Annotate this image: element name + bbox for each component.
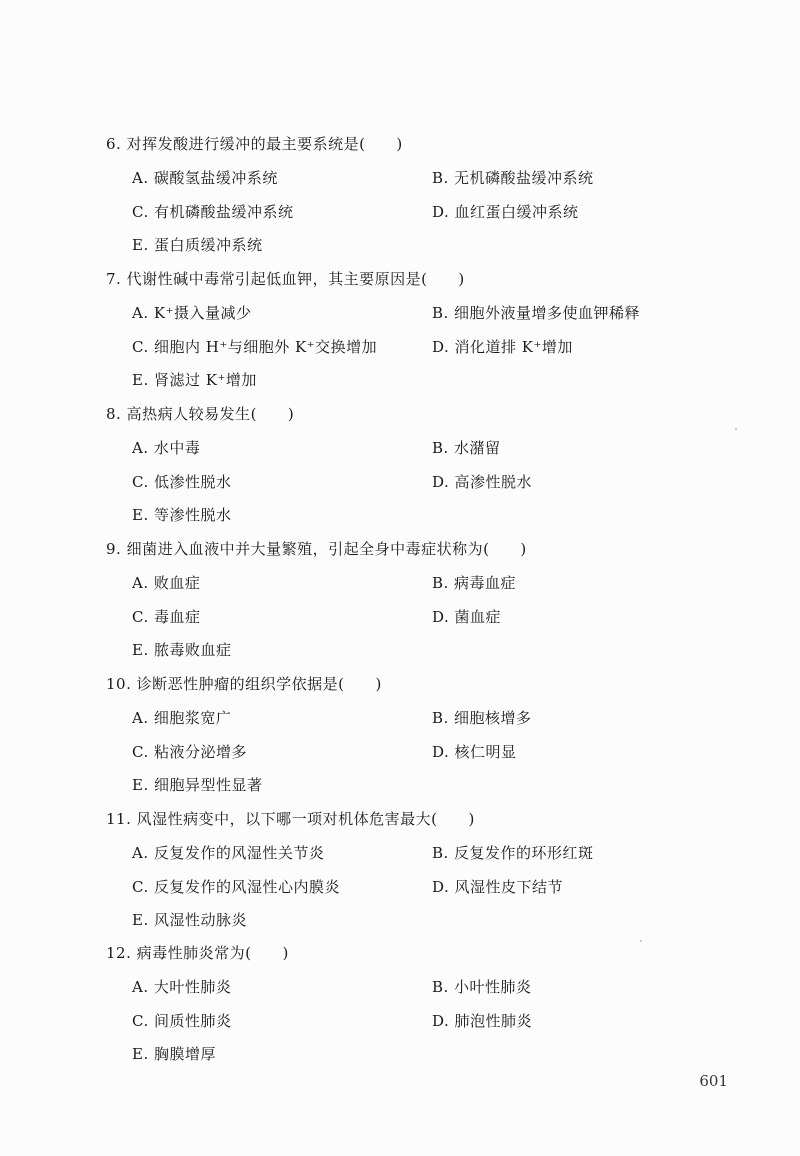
question-6-stem: 6. 对挥发酸进行缓冲的最主要系统是( ): [106, 135, 403, 153]
question-11-option-a: A. 反复发作的风湿性关节炎: [132, 844, 325, 862]
question-7-option-c: C. 细胞内 H⁺与细胞外 K⁺交换增加: [132, 338, 378, 356]
question-12-option-e: E. 胸膜增厚: [132, 1045, 216, 1063]
question-6-option-c: C. 有机磷酸盐缓冲系统: [132, 203, 294, 221]
question-11-stem: 11. 风湿性病变中，以下哪一项对机体危害最大( ): [106, 810, 475, 828]
question-7-option-d: D. 消化道排 K⁺增加: [432, 338, 573, 356]
question-6-option-d: D. 血红蛋白缓冲系统: [432, 203, 579, 221]
question-10-option-a: A. 细胞浆宽广: [132, 709, 232, 727]
question-8-option-d: D. 高渗性脱水: [432, 473, 533, 491]
question-8-option-a: A. 水中毒: [132, 439, 201, 457]
question-9-option-a: A. 败血症: [132, 574, 201, 592]
question-11-option-e: E. 风湿性动脉炎: [132, 911, 247, 929]
question-10-option-b: B. 细胞核增多: [432, 709, 532, 727]
question-8-option-e: E. 等渗性脱水: [132, 506, 232, 524]
question-9-option-d: D. 菌血症: [432, 608, 502, 626]
question-7-option-e: E. 肾滤过 K⁺增加: [132, 371, 257, 389]
question-12-option-b: B. 小叶性肺炎: [432, 978, 532, 996]
question-8-option-c: C. 低渗性脱水: [132, 473, 232, 491]
page-number: 601: [699, 1072, 728, 1090]
question-6-option-a: A. 碳酸氢盐缓冲系统: [132, 169, 278, 187]
question-8-stem: 8. 高热病人较易发生( ): [106, 405, 295, 423]
question-9-stem: 9. 细菌进入血液中并大量繁殖，引起全身中毒症状称为( ): [106, 540, 527, 558]
question-7-option-a: A. K⁺摄入量减少: [132, 304, 252, 322]
question-11-option-d: D. 风湿性皮下结节: [432, 878, 564, 896]
question-11-option-c: C. 反复发作的风湿性心内膜炎: [132, 878, 340, 896]
question-10-option-d: D. 核仁明显: [432, 743, 517, 761]
question-6-option-e: E. 蛋白质缓冲系统: [132, 236, 263, 254]
question-12-stem: 12. 病毒性肺炎常为( ): [106, 944, 289, 962]
question-7-option-b: B. 细胞外液量增多使血钾稀释: [432, 304, 641, 322]
scan-speck: [735, 428, 737, 430]
question-12-option-a: A. 大叶性肺炎: [132, 978, 232, 996]
question-10-option-e: E. 细胞异型性显著: [132, 776, 263, 794]
question-12-option-d: D. 肺泡性肺炎: [432, 1012, 533, 1030]
question-12-option-c: C. 间质性肺炎: [132, 1012, 232, 1030]
question-10-option-c: C. 粘液分泌增多: [132, 743, 247, 761]
question-6-option-b: B. 无机磷酸盐缓冲系统: [432, 169, 594, 187]
question-9-option-b: B. 病毒血症: [432, 574, 517, 592]
question-7-stem: 7. 代谢性碱中毒常引起低血钾，其主要原因是( ): [106, 270, 465, 288]
scan-speck: [640, 940, 642, 942]
question-10-stem: 10. 诊断恶性肿瘤的组织学依据是( ): [106, 675, 382, 693]
question-11-option-b: B. 反复发作的环形红斑: [432, 844, 594, 862]
question-9-option-e: E. 脓毒败血症: [132, 641, 232, 659]
question-8-option-b: B. 水潴留: [432, 439, 501, 457]
question-9-option-c: C. 毒血症: [132, 608, 201, 626]
